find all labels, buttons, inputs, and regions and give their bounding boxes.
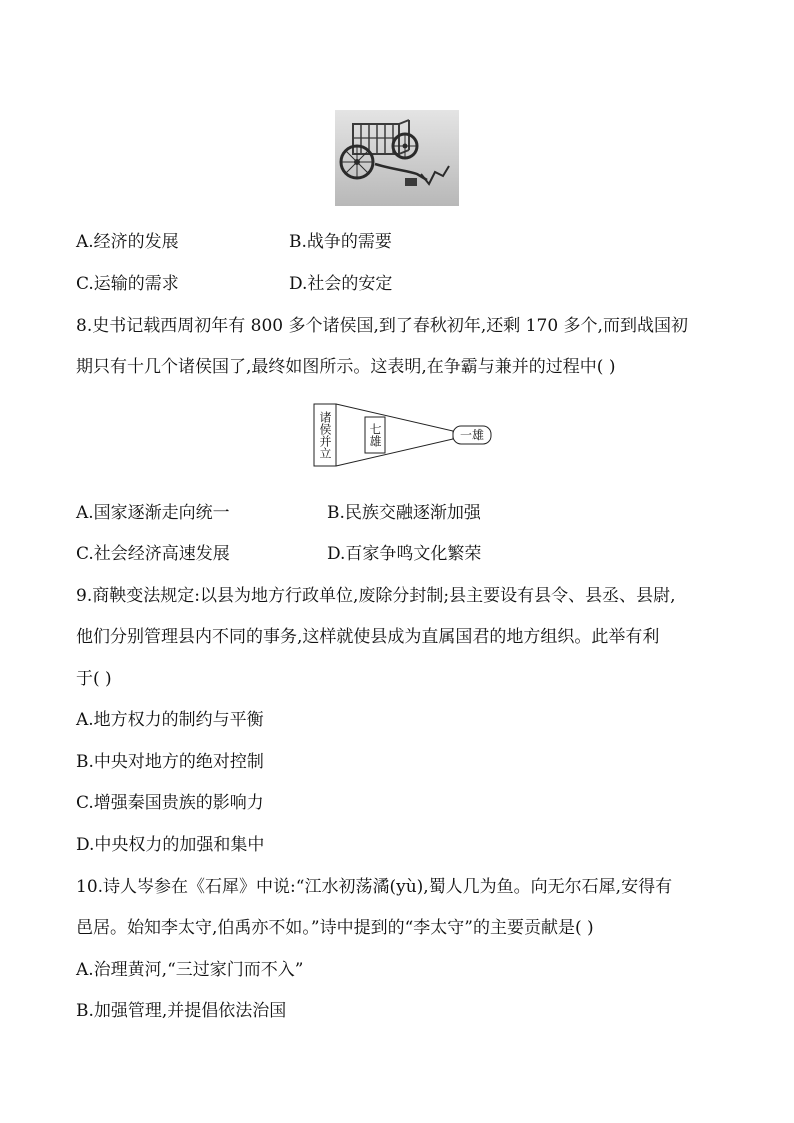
q8-stem-line2: 期只有十几个诸侯国了,最终如图所示。这表明,在争霸与兼并的过程中( ) — [76, 357, 616, 377]
q9-option-a: A.地方权力的制约与平衡 — [76, 710, 264, 730]
q9-stem-line3: 于( ) — [76, 669, 112, 689]
q9-stem-line2: 他们分别管理县内不同的事务,这样就使县成为直属国君的地方组织。此举有利 — [76, 627, 660, 647]
q9-option-d: D.中央权力的加强和集中 — [76, 835, 265, 855]
q8-option-c: C.社会经济高速发展 — [76, 544, 230, 564]
q7-option-c: C.运输的需求 — [76, 274, 179, 294]
diagram-left-box-label: 诸侯并立 — [318, 411, 332, 459]
q7-option-d: D.社会的安定 — [289, 274, 393, 294]
diagram-end-box-label: 一雄 — [459, 428, 484, 442]
unification-diagram — [313, 403, 493, 467]
q9-stem-line1: 9.商鞅变法规定:以县为地方行政单位,废除分封制;县主要设有县令、县丞、县尉, — [76, 586, 676, 606]
q10-stem-line1: 10.诗人岑参在《石犀》中说:“江水初荡潏(yù),蜀人几为鱼。向无尔石犀,安得有 — [76, 877, 673, 897]
q8-stem-line1: 8.史书记载西周初年有 800 多个诸侯国,到了春秋初年,还剩 170 多个,而到战国初 — [76, 316, 688, 336]
q7-option-a: A.经济的发展 — [76, 232, 179, 252]
q10-option-b: B.加强管理,并提倡依法治国 — [76, 1001, 287, 1021]
q7-option-b: B.战争的需要 — [289, 232, 392, 252]
q8-option-a: A.国家逐渐走向统一 — [76, 503, 230, 523]
q10-option-a: A.治理黄河,“三过家门而不入” — [76, 960, 304, 980]
q9-option-c: C.增强秦国贵族的影响力 — [76, 793, 264, 813]
diagram-middle-box-label: 七雄 — [368, 423, 382, 447]
q10-stem-line2: 邑居。始知李太守,伯禹亦不如。”诗中提到的“李太守”的主要贡献是( ) — [76, 918, 594, 938]
chariot-image — [335, 110, 459, 206]
q8-option-b: B.民族交融逐渐加强 — [327, 503, 481, 523]
q9-option-b: B.中央对地方的绝对控制 — [76, 752, 264, 772]
q8-option-d: D.百家争鸣文化繁荣 — [327, 544, 482, 564]
